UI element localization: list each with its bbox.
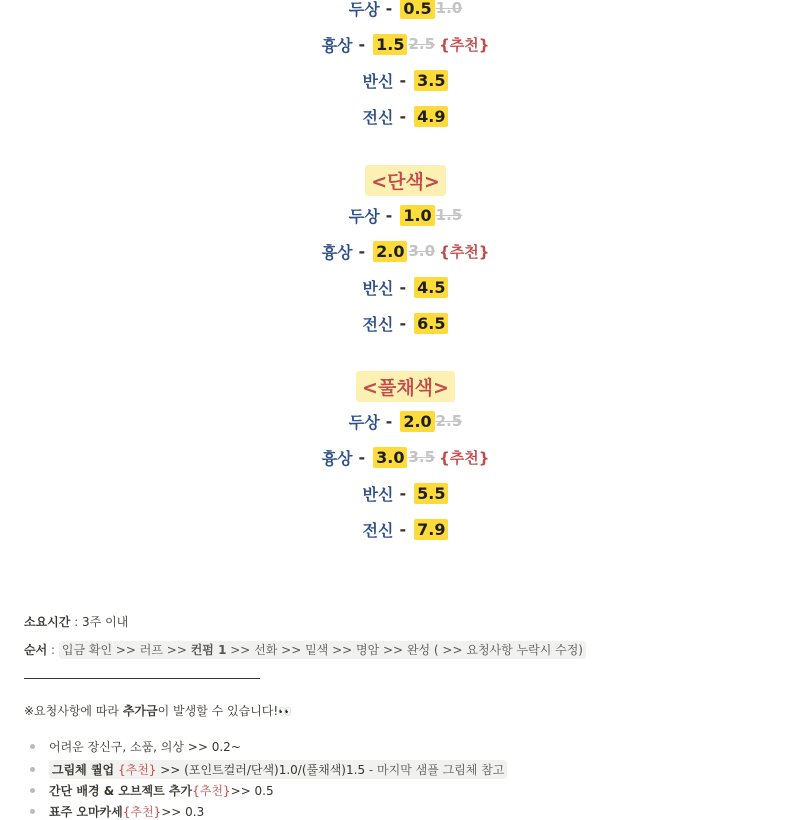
part-label: 반신 — [362, 484, 394, 504]
section-heading-mono — [0, 163, 811, 197]
notice-pre: ※요청사항에 따라 — [24, 704, 123, 718]
old-price: 3.5 — [408, 448, 436, 466]
notice-bold: 추가금 — [122, 704, 158, 718]
price-value: 2.0 — [400, 411, 434, 432]
order-pre: 입금 확인 >> 러프 >> — [61, 643, 191, 657]
price-value: 6.5 — [414, 313, 448, 334]
price-row-half — [0, 272, 811, 302]
price-value: 5.5 — [414, 483, 448, 504]
bullet-bold: 간단 배경 & 오브젝트 추가 — [49, 784, 193, 798]
part-label: 흉상 — [321, 242, 353, 262]
old-price: 1.5 — [435, 206, 463, 224]
dash: - — [399, 70, 407, 90]
price-row-bust — [0, 29, 811, 59]
duration-sep: : — [70, 615, 83, 629]
dash: - — [385, 411, 393, 431]
bullet-mid: >> 0.3 — [161, 804, 205, 819]
bullet-icon — [30, 809, 35, 814]
part-label: 흉상 — [321, 448, 353, 468]
bullet-text: 어려운 장신구, 소품, 의상 >> 0.2~ — [49, 740, 241, 754]
section-title: <단색> — [365, 165, 446, 196]
order-line — [24, 641, 586, 658]
recommend-tag: {추천} — [192, 784, 231, 798]
list-item — [30, 738, 241, 755]
old-price: 2.5 — [435, 412, 463, 430]
part-label: 전신 — [362, 107, 394, 127]
dash: - — [399, 483, 407, 503]
price-row-bust — [0, 236, 811, 266]
duration-value: 3주 이내 — [82, 615, 129, 629]
part-label: 반신 — [362, 278, 394, 298]
order-post: >> 선화 >> 밑색 >> 명암 >> 완성 ( >> 요청사항 누락시 수정) — [226, 643, 583, 657]
price-row-head — [0, 0, 811, 23]
price-value: 3.0 — [373, 447, 407, 468]
bullet-tail: - 마지막 샘플 그림체 참고 — [365, 763, 505, 777]
bullet-icon — [30, 788, 35, 793]
bullet-mid: >> 0.5 — [230, 783, 274, 798]
recommend-tag: {추천} — [439, 35, 490, 54]
recommend-tag: {추천} — [117, 763, 157, 777]
notice-line — [24, 702, 292, 719]
price-value: 1.5 — [373, 34, 407, 55]
dash: - — [399, 519, 407, 539]
recommend-tag: {추천} — [439, 242, 490, 261]
price-row-bust — [0, 442, 811, 472]
dash: - — [358, 34, 366, 54]
recommend-tag: {추천} — [439, 448, 490, 467]
dash: - — [358, 241, 366, 261]
dash: - — [385, 0, 393, 18]
price-row-full — [0, 101, 811, 131]
old-price: 1.0 — [435, 0, 463, 17]
part-label: 전신 — [362, 520, 394, 540]
section-heading-fullcolor — [0, 369, 811, 403]
bullet-highlight — [49, 760, 507, 779]
part-label: 흉상 — [321, 35, 353, 55]
section-title: <풀채색> — [356, 371, 455, 402]
price-row-full — [0, 308, 811, 338]
part-label: 두상 — [348, 412, 380, 432]
list-item — [30, 782, 274, 799]
price-row-head — [0, 406, 811, 436]
dash: - — [399, 277, 407, 297]
part-label: 전신 — [362, 314, 394, 334]
dash: - — [385, 205, 393, 225]
list-item — [30, 760, 507, 779]
eyes-emoji-icon: 👀 — [278, 705, 292, 718]
old-price: 2.5 — [408, 35, 436, 53]
price-value: 4.5 — [414, 277, 448, 298]
duration-line — [24, 613, 128, 630]
part-label: 두상 — [348, 206, 380, 226]
dash: - — [399, 313, 407, 333]
dash: - — [358, 447, 366, 467]
bullet-icon — [30, 767, 35, 772]
price-value: 1.0 — [400, 205, 434, 226]
order-steps — [59, 641, 586, 659]
old-price: 3.0 — [408, 242, 436, 260]
list-item — [30, 803, 204, 820]
bullet-bold: 그림체 퀄업 — [52, 763, 115, 777]
price-value: 0.5 — [400, 0, 434, 19]
bullet-bold: 표주 오마카세 — [49, 805, 123, 819]
dash: - — [399, 106, 407, 126]
part-label: 두상 — [348, 0, 380, 19]
order-confirm: 컨펌 1 — [190, 643, 227, 657]
price-value: 7.9 — [414, 519, 448, 540]
price-value: 3.5 — [414, 70, 448, 91]
divider — [24, 678, 260, 679]
bullet-icon — [30, 744, 35, 749]
price-row-full — [0, 514, 811, 544]
duration-label: 소요시간 — [24, 615, 71, 629]
price-value: 2.0 — [373, 241, 407, 262]
price-row-half — [0, 478, 811, 508]
bullet-mid: >> (포인트컬러/단색)1.0/(풀채색)1.5 — [156, 763, 366, 777]
order-label: 순서 — [24, 643, 48, 657]
part-label: 반신 — [362, 71, 394, 91]
price-value: 4.9 — [414, 106, 448, 127]
price-row-head — [0, 200, 811, 230]
order-sep: : — [47, 643, 59, 657]
price-row-half — [0, 65, 811, 95]
notice-post: 이 발생할 수 있습니다! — [157, 704, 279, 718]
recommend-tag: {추천} — [122, 805, 162, 819]
